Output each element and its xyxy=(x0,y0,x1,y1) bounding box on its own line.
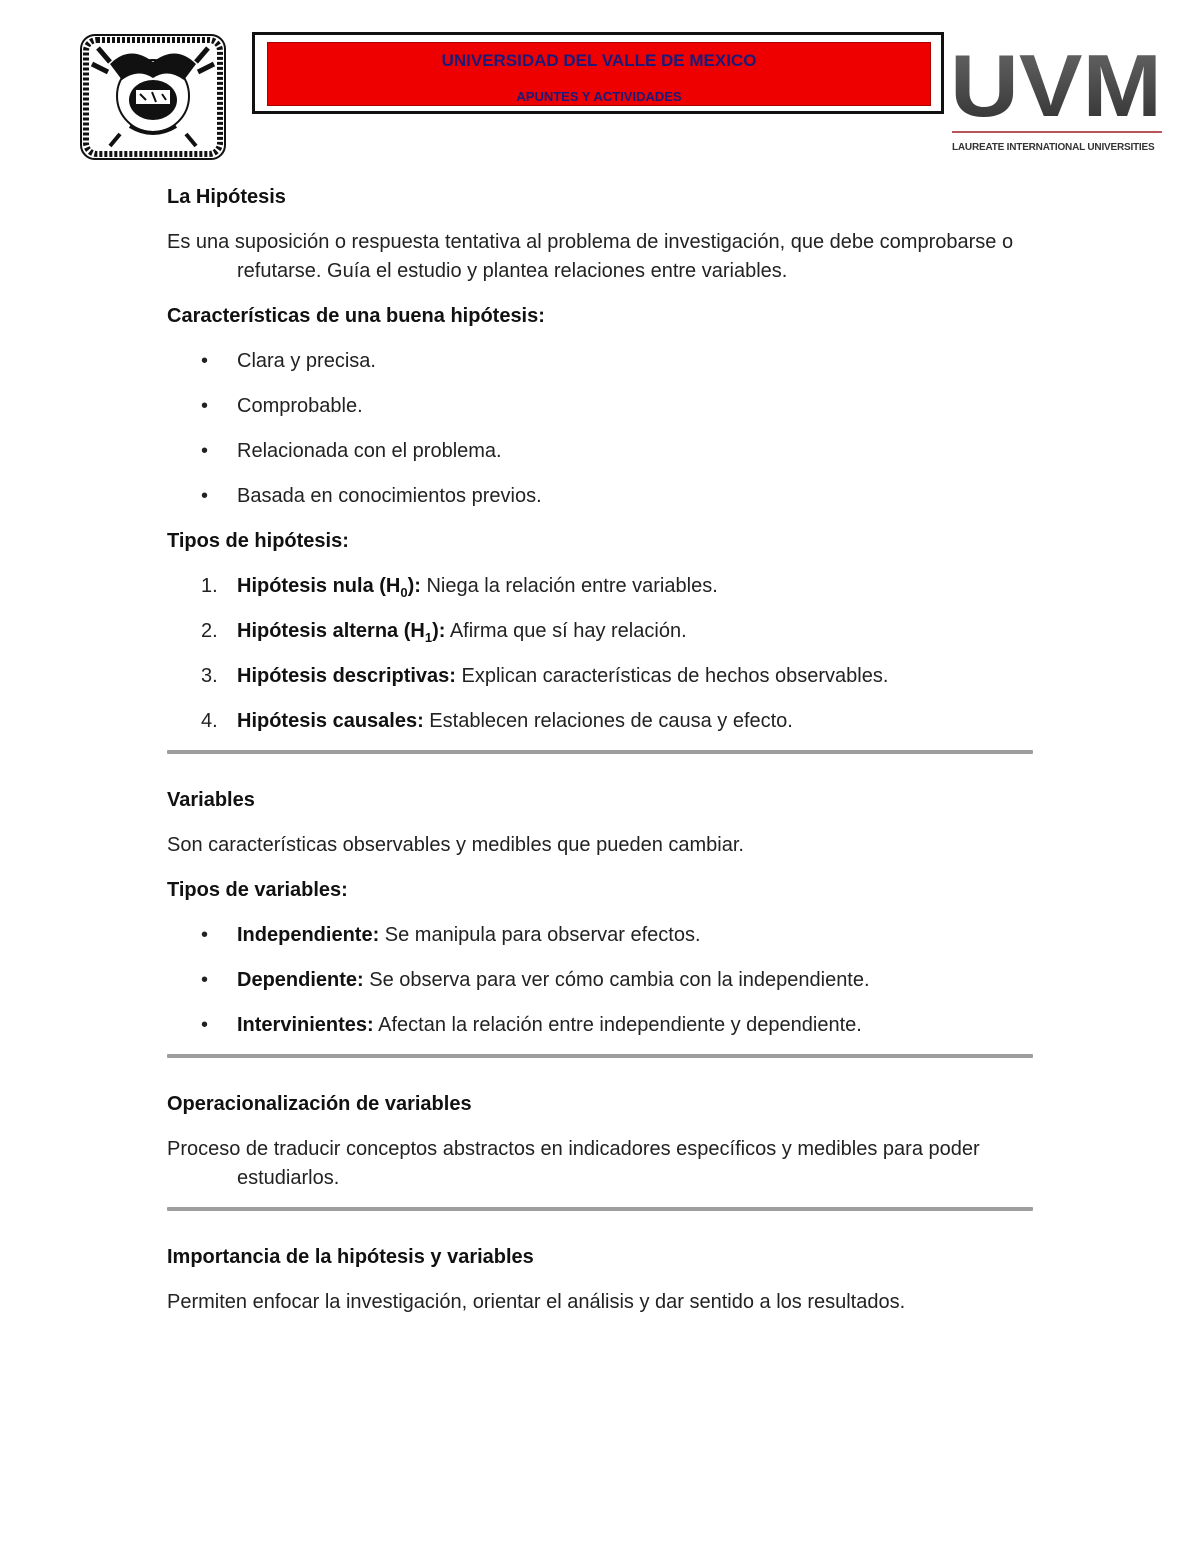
logo-tagline: LAUREATE INTERNATIONAL UNIVERSITIES xyxy=(952,142,1155,153)
importancia-definition: Permiten enfocar la investigación, orientar el análisis y dar sentido a los resultados. xyxy=(167,1291,906,1313)
header-banner xyxy=(252,32,944,114)
list-item: • Comprobable. xyxy=(167,392,1037,421)
header-banner-red-box xyxy=(267,42,931,106)
list-item: • Dependiente: Se observa para ver cómo cambia con la independiente. xyxy=(167,966,1037,995)
tipos-variables-list xyxy=(167,921,1037,1040)
bullet-icon: • xyxy=(201,924,209,946)
university-seal-icon xyxy=(80,34,226,160)
caracteristicas-list xyxy=(167,347,1037,511)
tipos-variables-heading: Tipos de variables: xyxy=(167,879,348,901)
uvm-logo xyxy=(948,46,1164,126)
bullet-icon: • xyxy=(201,395,209,417)
section-title-operacionalizacion: Operacionalización de variables xyxy=(167,1093,472,1115)
list-item: • Intervinientes: Afectan la relación entre independiente y dependiente. xyxy=(167,1011,1037,1040)
tipos-hipotesis-list xyxy=(167,572,1037,736)
caracteristicas-heading: Características de una buena hipótesis: xyxy=(167,305,545,327)
list-item: 1. Hipótesis nula $(H_0)$: Niega la relación entre variables. xyxy=(201,575,718,600)
list-item: 3. Hipótesis descriptivas: Explican características de hechos observables. xyxy=(201,665,889,687)
bullet-icon: • xyxy=(201,485,209,507)
list-item: 2. Hipótesis alterna $(H_1)$: Afirma que sí hay relación. xyxy=(201,620,687,645)
banner-subtitle: APUNTES Y ACTIVIDADES xyxy=(516,89,682,104)
banner-title: UNIVERSIDAD DEL VALLE DE MEXICO xyxy=(441,51,757,70)
bullet-icon: • xyxy=(201,440,209,462)
variables-definition: Son características observables y medibles que pueden cambiar. xyxy=(167,834,744,856)
operacionalizacion-definition: Proceso de traducir conceptos abstractos en indicadores específicos y medibles para poder estudiarlos. xyxy=(167,1138,980,1189)
bullet-icon: • xyxy=(201,969,209,991)
list-item: • Clara y precisa. xyxy=(167,347,1037,376)
list-item: • Relacionada con el problema. xyxy=(167,437,1037,466)
list-item: • Basada en conocimientos previos. xyxy=(167,482,1037,511)
logo-divider xyxy=(952,131,1162,133)
section-title-variables: Variables xyxy=(167,789,255,811)
uvm-logo-text: UVM xyxy=(950,46,1162,126)
section-title-importancia: Importancia de la hipótesis y variables xyxy=(167,1246,534,1268)
hipotesis-definition: Es una suposición o respuesta tentativa al problema de investigación, que debe comprobarse o refutarse. Guía el estudio y plantea relaciones entre variables. xyxy=(167,231,1014,282)
bullet-icon: • xyxy=(201,350,209,372)
document-body xyxy=(167,183,1037,1317)
list-item: 4. Hipótesis causales: Establecen relaciones de causa y efecto. xyxy=(201,710,793,732)
bullet-icon: • xyxy=(201,1014,209,1036)
section-title-hipotesis: La Hipótesis xyxy=(167,186,286,208)
tipos-hipotesis-heading: Tipos de hipótesis: xyxy=(167,530,349,552)
list-item: • Independiente: Se manipula para observar efectos. xyxy=(167,921,1037,950)
